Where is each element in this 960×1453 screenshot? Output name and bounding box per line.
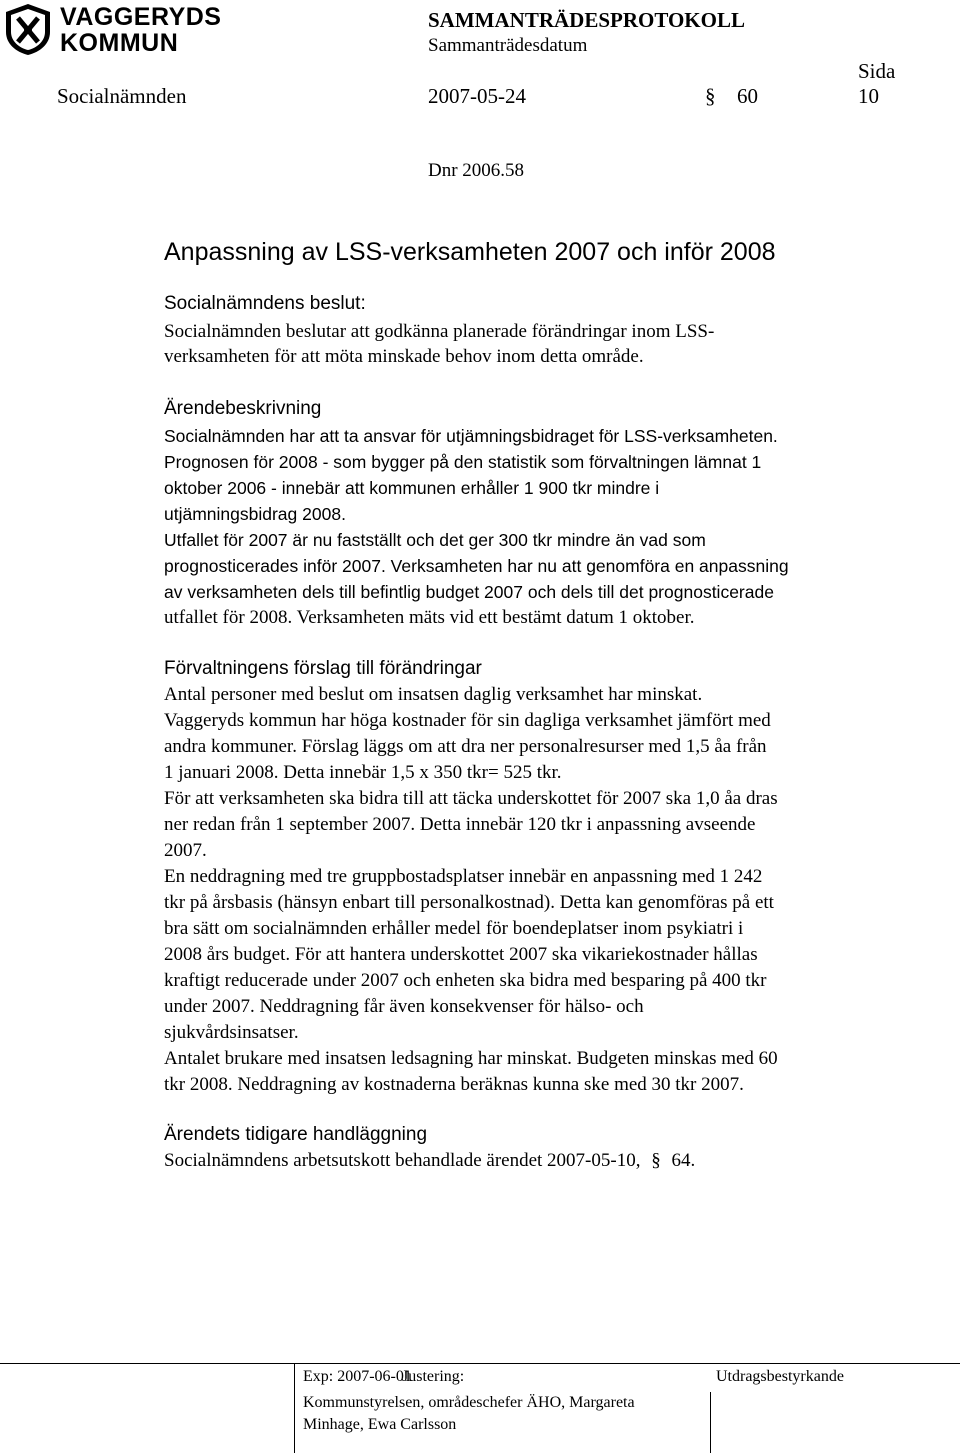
exp-date: Exp: 2007-06-01 xyxy=(303,1368,412,1385)
proposal-line: ner redan från 1 september 2007. Detta innebär 120 tkr i anpassning avseende xyxy=(164,814,756,835)
logo-text-vaggeryds: VAGGERYDS xyxy=(60,3,222,31)
proposal-line: bra sätt om socialnämnden erhåller medel för boendeplatser inom psykiatri i xyxy=(164,918,744,939)
paragraph-number: 60 xyxy=(737,84,758,108)
recipients-line: Minhage, Ewa Carlsson xyxy=(303,1416,457,1433)
description-line: av verksamheten dels till befintlig budget 2007 och dels till det prognosticerade xyxy=(164,582,774,602)
description-heading: Ärendebeskrivning xyxy=(164,398,322,419)
footer-divider xyxy=(294,1364,295,1453)
coat-of-arms-icon xyxy=(2,2,54,56)
proposal-line: 2007. xyxy=(164,840,207,861)
history-sentence: Socialnämndens arbetsutskott behandlade ärendet 2007-05-10, xyxy=(164,1150,641,1171)
proposal-line: 2008 års budget. För att hantera underskottet 2007 ska vikariekostnader hållas xyxy=(164,944,758,965)
proposal-line: tkr på årsbasis (hänsyn enbart till personalkostnad). Detta kan genomföras på ett xyxy=(164,892,774,913)
proposal-line: kraftigt reducerade under 2007 och enheten ska bidra med besparing på 400 tkr xyxy=(164,970,767,991)
meeting-date: 2007-05-24 xyxy=(428,84,526,108)
footer-divider xyxy=(710,1392,711,1453)
proposal-line: En neddragning med tre gruppbostadsplatser innebär en anpassning med 1 242 xyxy=(164,866,763,887)
history-heading: Ärendets tidigare handläggning xyxy=(164,1124,428,1145)
proposal-line: under 2007. Neddragning får även konsekvenser för hälso- och xyxy=(164,996,644,1017)
proposal-line: 1 januari 2008. Detta innebär 1,5 x 350 tkr= 525 tkr. xyxy=(164,762,562,783)
history-text xyxy=(164,1150,695,1172)
description-line: Utfallet för 2007 är nu fastställt och det ger 300 tkr mindre än vad som xyxy=(164,530,706,550)
logo-text-kommun: KOMMUN xyxy=(60,29,179,57)
proposal-line: För att verksamheten ska bidra till att täcka underskottet för 2007 ska 1,0 åa dras xyxy=(164,788,778,809)
dnr: Dnr 2006.58 xyxy=(428,160,525,181)
municipality-logo xyxy=(2,2,222,58)
document-type: SAMMANTRÄDESPROTOKOLL xyxy=(428,8,745,32)
proposal-line: Antalet brukare med insatsen ledsagning har minskat. Budgeten minskas med 60 xyxy=(164,1048,778,1069)
description-line: utjämningsbidrag 2008. xyxy=(164,504,346,524)
page-number: 10 xyxy=(858,84,879,108)
date-label: Sammanträdesdatum xyxy=(428,35,588,56)
description-line: prognosticerades inför 2007. Verksamheten har nu att genomföra en anpassning xyxy=(164,556,789,576)
proposal-line: Antal personer med beslut om insatsen daglig verksamhet har minskat. xyxy=(164,684,703,705)
extract-certification-label: Utdragsbestyrkande xyxy=(716,1368,844,1385)
description-line: oktober 2006 - innebär att kommunen erhåller 1 900 tkr mindre i xyxy=(164,478,660,498)
proposal-line: Vaggeryds kommun har höga kostnader för sin dagliga verksamhet jämfört med xyxy=(164,710,771,731)
proposal-heading: Förvaltningens förslag till förändringar xyxy=(164,658,482,679)
description-line: Socialnämnden har att ta ansvar för utjämningsbidraget för LSS-verksamheten. xyxy=(164,426,778,446)
history-paragraph-number: 64. xyxy=(671,1150,696,1171)
history-paragraph-sign: § xyxy=(651,1150,661,1171)
footer-rule xyxy=(0,1363,960,1364)
paragraph-sign: § xyxy=(705,84,716,108)
committee-name: Socialnämnden xyxy=(57,84,187,108)
decision-line: Socialnämnden beslutar att godkänna planerade förändringar inom LSS- xyxy=(164,321,715,342)
page-title: Anpassning av LSS-verksamheten 2007 och inför 2008 xyxy=(164,238,776,266)
justering-label: Justering: xyxy=(402,1368,465,1385)
proposal-line: sjukvårdsinsatser. xyxy=(164,1022,299,1043)
description-line: Prognosen för 2008 - som bygger på den statistik som förvaltningen lämnat 1 xyxy=(164,452,762,472)
proposal-line: tkr 2008. Neddragning av kostnaderna beräknas kunna ske med 30 tkr 2007. xyxy=(164,1074,744,1095)
description-line: utfallet för 2008. Verksamheten mäts vid ett bestämt datum 1 oktober. xyxy=(164,607,695,628)
decision-line: verksamheten för att möta minskade behov inom detta område. xyxy=(164,346,644,367)
proposal-line: andra kommuner. Förslag läggs om att dra ner personalresurser med 1,5 åa från xyxy=(164,736,767,757)
page-label: Sida xyxy=(858,59,896,83)
decision-heading: Socialnämndens beslut: xyxy=(164,293,366,314)
recipients-line: Kommunstyrelsen, områdeschefer ÄHO, Margareta xyxy=(303,1394,635,1411)
